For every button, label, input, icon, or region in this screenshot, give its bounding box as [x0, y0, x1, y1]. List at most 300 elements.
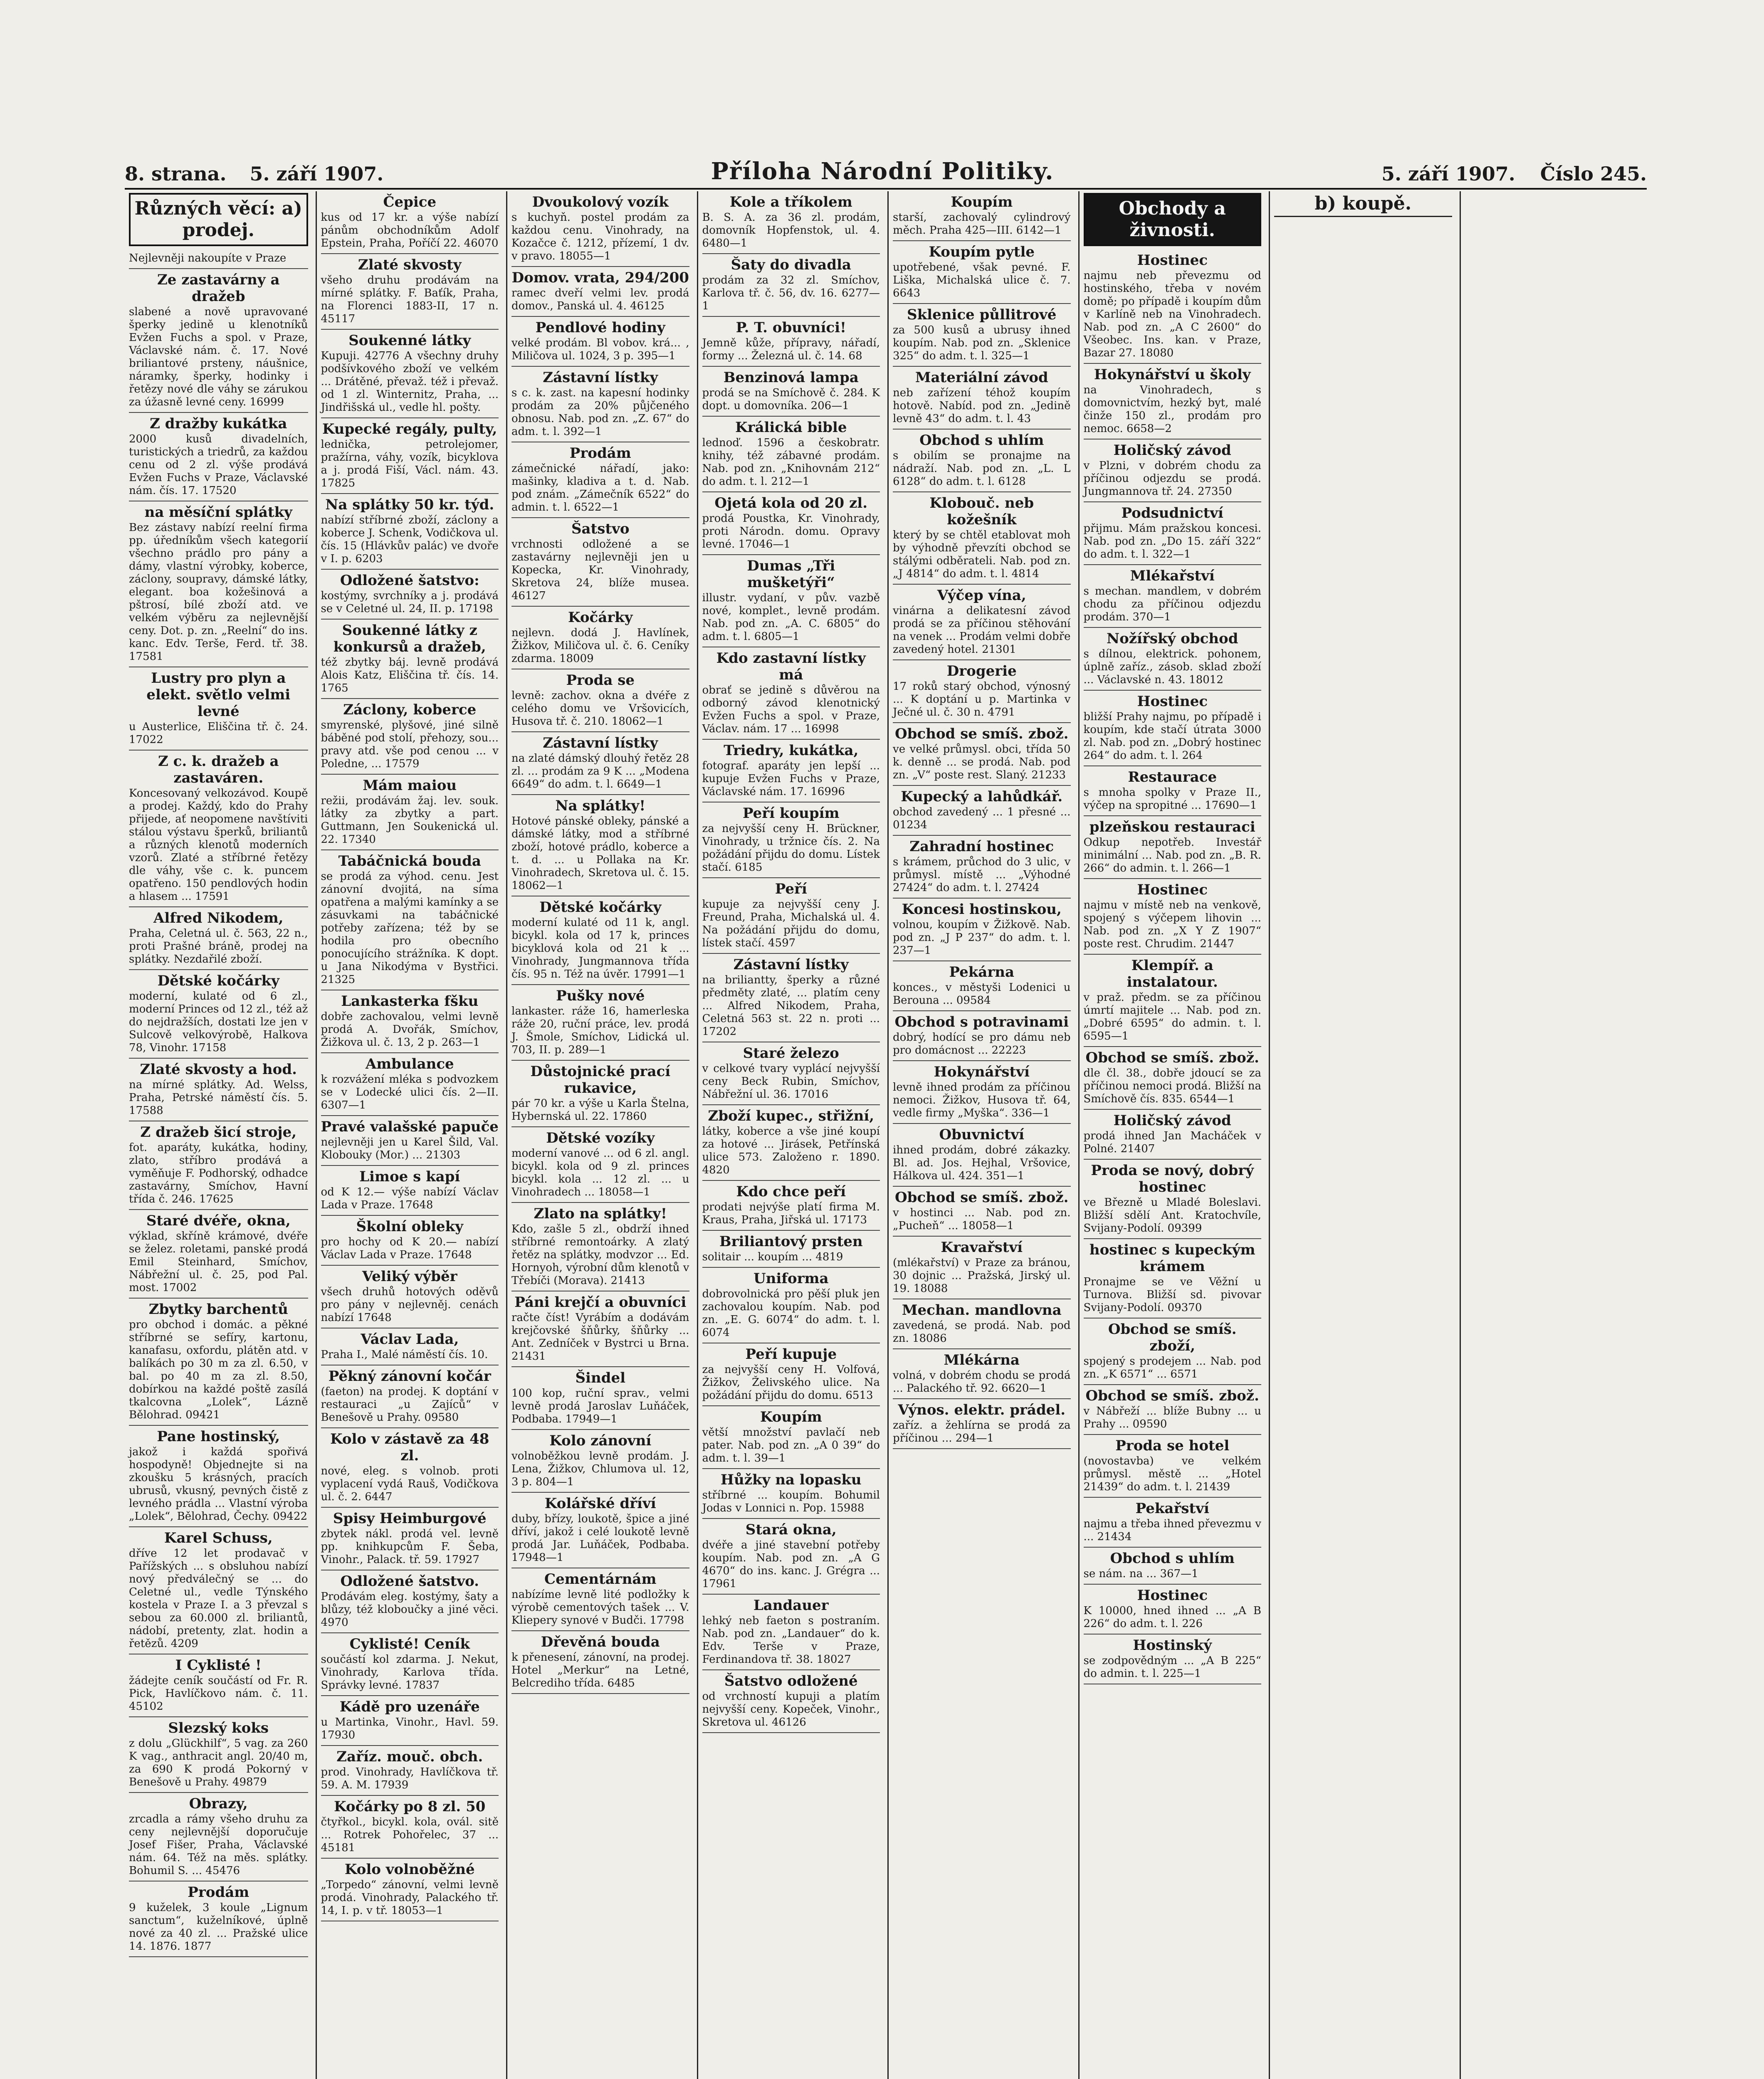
obchody-section-title: Obchody a živnosti. — [1084, 193, 1262, 246]
ad-heading: Z c. k. dražeb a zastaváren. — [158, 753, 279, 786]
classified-ad — [129, 413, 308, 501]
classified-ad — [321, 990, 499, 1053]
ad-body: se zodpovědným ... „A B 225“ do admin. t. l. 225—1 — [1083, 1654, 1261, 1680]
ad-heading: Pekařství — [1135, 1500, 1209, 1517]
classified-ad — [893, 585, 1071, 660]
ad-body: ve velké průmysl. obci, třída 50 k. denně ... se prodá. Nab. pod zn. „V“ poste rest. Slaný. 21233 — [893, 743, 1071, 781]
ad-heading: hostinec s kupeckým krámem — [1089, 1242, 1255, 1275]
ad-body: B. S. A. za 36 zl. prodám, domovník Hopfenstok, ul. 4. 6480—1 — [702, 211, 880, 249]
ad-body: dobrý, hodící se pro dámu neb pro domácnost ... 22223 — [893, 1031, 1071, 1057]
classified-ad — [1084, 766, 1262, 816]
classified-ad — [511, 1430, 689, 1493]
ad-heading: Zaříz. mouč. obch. — [336, 1748, 483, 1765]
ad-heading: Ze zastavárny a dražeb — [157, 272, 280, 305]
ad-heading: Peří kupuje — [745, 1346, 837, 1363]
classified-ad — [702, 1181, 880, 1231]
ad-heading: na měsíční splátky — [144, 504, 292, 521]
ad-heading: Školní obleky — [356, 1218, 463, 1235]
classified-ad — [511, 518, 689, 607]
ad-heading: Hostinec — [1137, 693, 1208, 710]
classified-ad — [1084, 249, 1262, 364]
ad-heading: Obchod se smíš. zbož. — [1085, 1388, 1259, 1404]
ad-body: nabízíme levně lité podložky k výrobě cementových tašek ... V. Kliepery synové v Budči. 17798 — [511, 1588, 689, 1627]
classified-ad — [893, 191, 1071, 241]
ad-heading: Koupím — [951, 194, 1013, 210]
ad-body: v hostinci ... Nab. pod zn. „Pucheň“ ... 18058—1 — [893, 1207, 1071, 1232]
ad-body: pro hochy od K 20.— nabízí Václav Lada v Praze. 17648 — [321, 1236, 499, 1261]
ad-heading: Z dražby kukátka — [150, 415, 287, 432]
ad-heading: Kupecký a lahůdkář. — [901, 788, 1063, 805]
ad-heading: Kočárky — [568, 609, 633, 626]
classified-ad — [321, 1053, 499, 1116]
classified-ad — [129, 1059, 308, 1121]
ad-body: slabené a nově upravované šperky jedině u klenotníků Evžen Fuchs a spol. v Praze, Václavské nám. č. 17. Nové briliantové prsteny, náušnice, náramky, šperky, hodinky i řetězy nové dle váhy se zárukou za úžasně levné ceny. 16999 — [129, 306, 308, 408]
classified-ad — [893, 430, 1071, 492]
ad-heading: plzeňskou restauraci — [1089, 819, 1255, 835]
ad-heading: Dětské kočárky — [157, 973, 279, 989]
classified-ad — [702, 1268, 880, 1343]
ad-body: lednoď. 1596 a českobratr. knihy, též zábavné prodám. Nab. pod zn. „Knihovnám 212“ do adm. t. l. 212—1 — [702, 437, 880, 488]
ad-body: na briliantty, šperky a různé předměty zlaté, ... platím ceny ... Alfred Nikodem, Praha, Celetná 563 st. 22 n. proti ... 17202 — [702, 974, 880, 1038]
ad-heading: Zlato na splátky! — [534, 1205, 667, 1222]
ad-body: smyrenské, plyšové, jiné silně báběné pod stolí, přehozy, sou... pravy atd. vše pod cenou ... v Poledne, ... 17579 — [321, 719, 499, 770]
ad-heading: I Cyklisté ! — [175, 1657, 262, 1674]
ad-heading: Staré železo — [743, 1045, 839, 1062]
ad-heading: Dvoukolový vozík — [532, 194, 669, 210]
ad-body: též zbytky báj. levně prodává Alois Katz, Eliščina tř. čís. 14. 1765 — [321, 656, 499, 694]
ad-heading: Peří koupím — [742, 805, 840, 822]
classified-ad — [321, 1859, 499, 1921]
classified-ad — [511, 442, 689, 518]
classified-ad — [129, 667, 308, 751]
ad-heading: Cementárnám — [544, 1571, 657, 1588]
classified-ad — [129, 1717, 308, 1793]
ad-heading: Výnos. elektr. prádel. — [898, 1402, 1066, 1418]
classified-ad — [1084, 1239, 1262, 1319]
ad-heading: Prodám — [188, 1884, 250, 1901]
classified-ad — [511, 607, 689, 669]
ad-heading: Staré dvéře, okna, — [146, 1212, 291, 1229]
classified-ad — [893, 1011, 1071, 1061]
ad-body: (novostavba) ve velkém průmysl. městě ... „Hotel 21439“ do adm. t. l. 21439 — [1083, 1455, 1261, 1493]
classified-ad — [321, 1266, 499, 1328]
ad-body: nejlevn. dodá J. Havlínek, Žižkov, Miličova ul. č. 6. Ceníky zdarma. 18009 — [511, 627, 689, 665]
ad-body: přijmu. Mám pražskou koncesi. Nab. pod zn. „Do 15. září 322“ do adm. t. l. 322—1 — [1083, 522, 1261, 560]
header-left — [125, 163, 383, 185]
ad-body: fot. aparáty, kukátka, hodiny, zlato, stříbro prodává a vyměňuje F. Podhorský, odhadce zastavárny, Smíchov, Havní třída č. 246. 17625 — [129, 1141, 308, 1205]
ad-heading: Alfred Nikodem, — [153, 910, 284, 926]
ad-heading: Pravé valašské papuče — [321, 1119, 499, 1135]
ad-heading: Slezský koks — [168, 1720, 269, 1736]
ad-body: najmu neb převezmu od hostinského, třeba v novém domě; po případě i koupím dům v Karlíně neb na Vinohradech. Nab. pod zn. „A C 2600“ do Všeobec. Ins. kan. v Praze, Bazar 27. 18080 — [1083, 269, 1261, 359]
classified-ad — [129, 1881, 308, 1957]
classified-ad — [511, 985, 689, 1061]
ad-heading: Soukenné látky z konkursů a dražeb, — [333, 622, 486, 655]
ad-body: dle čl. 38., dobře jdoucí se za příčinou nemoci prodá. Bližší na Smíchově čís. 835. 6544—1 — [1083, 1067, 1261, 1105]
ad-heading: Landauer — [753, 1597, 829, 1614]
classified-ad — [893, 660, 1071, 723]
ad-heading: Zbytky barchentů — [148, 1301, 288, 1318]
classified-ad — [1084, 1585, 1262, 1635]
column-2 — [316, 191, 503, 2079]
ad-body: v celkové tvary vyplácí nejvyšší ceny Beck Rubin, Smíchov, Nábřežní ul. 36. 17016 — [702, 1062, 880, 1101]
classified-ad — [893, 1349, 1071, 1399]
ad-heading: Kole a tříkolem — [729, 194, 852, 210]
ad-heading: Zlaté skvosty a hod. — [140, 1061, 297, 1078]
ad-body: látky, koberce a vše jiné koupí za hotové ... Jirásek, Petřínská ulice 573. Založeno r. 1890. 4820 — [702, 1125, 880, 1176]
classified-ad — [129, 501, 308, 667]
ad-body: nabízí stříbrné zboží, záclony a koberce J. Schenk, Vodičkova ul. čís. 15 (Hlávkův palác) ve dvoře v I. p. 6203 — [321, 514, 499, 565]
ad-heading: P. T. obuvníci! — [736, 319, 846, 336]
ad-body: s c. k. zast. na kapesní hodinky prodám za 20% půjčeného obnosu. Nab. pod zn. „Z. 67“ do adm. t. l. 392—1 — [511, 387, 689, 438]
ad-body: dobrovolnická pro pěší pluk jen zachovalou koupím. Nab. pod zn. „E. G. 6074“ do adm. t. l. 6074 — [702, 1288, 880, 1339]
column-7 — [1269, 191, 1456, 2079]
ad-body: s mechan. mandlem, v dobrém chodu za příčinou odjezdu prodám. 370—1 — [1083, 585, 1261, 623]
classified-ad — [129, 1121, 308, 1210]
ad-heading: Obchod se smíš. zbož. — [895, 726, 1069, 742]
classified-ad — [1084, 364, 1262, 440]
classified-ad — [702, 317, 880, 367]
ad-body: za 500 kusů a ubrusy ihned koupím. Nab. pod zn. „Sklenice 325“ do adm. t. l. 325—1 — [893, 324, 1071, 362]
classified-ad — [321, 775, 499, 850]
ad-body: Pronajme se ve Věžní u Turnova. Bližší sd. pivovar Svijany-Podolí. 09370 — [1083, 1276, 1261, 1314]
ad-heading: Kolo zánovní — [549, 1432, 652, 1449]
ad-body: s dílnou, elektrick. pohonem, úplně zaříz., zásob. sklad zboží ... Václavské n. 43. 18012 — [1083, 648, 1261, 686]
classified-ad — [1084, 1319, 1262, 1385]
ad-body: s obilím se pronajme na nádraží. Nab. pod zn. „L. L 6128“ do adm. t. l. 6128 — [893, 449, 1071, 488]
ad-body: 17 roků starý obchod, výnosný ... K doptání u p. Martinka v Ječné ul. č. 30 n. 4791 — [893, 680, 1071, 719]
ad-body: s mnoha spolky v Praze II., výčep na spropitné ... 17690—1 — [1083, 786, 1261, 812]
column-8 — [1460, 191, 1647, 2079]
classified-ad — [702, 417, 880, 492]
ad-heading: Stará okna, — [745, 1521, 837, 1538]
classified-ad — [702, 1469, 880, 1519]
ad-body: vrchnosti odložené a se zastavárny nejlevněji jen u Kopecka, Kr. Vinohrady, Skretova 24, blíže musea. 46127 — [511, 538, 689, 602]
ad-heading: Ojetá kola od 20 zl. — [714, 495, 868, 511]
ad-heading: Páni krejčí a obuvníci — [514, 1294, 687, 1311]
ad-body: lednička, petrolejomer, pražírna, váhy, vozík, bicyklova a j. prodá Fiší, Václ. nám. 43. 17825 — [321, 438, 499, 489]
ad-body: za nejvyšší ceny H. Volfová, Žižkov, Želivského ulice. Na požádání přijdu do domu. 6513 — [702, 1363, 880, 1402]
classified-ad — [893, 1061, 1071, 1124]
ad-heading: Limoe s kapí — [359, 1168, 460, 1185]
classified-ad — [511, 1061, 689, 1127]
ad-heading: Obchod s uhlím — [919, 432, 1044, 449]
ad-heading: Pendlové hodiny — [535, 319, 665, 336]
ad-body: zaříz. a žehlírna se prodá za příčinou ... 294—1 — [893, 1419, 1071, 1444]
ad-heading: Veliký výběr — [362, 1268, 457, 1285]
ad-body: za nejvyšší ceny H. Brückner, Vinohrady, u tržnice čís. 2. Na požádání přijdu do domu. Lístek stačí. 6185 — [702, 822, 880, 874]
ad-heading: Proda se — [566, 672, 635, 689]
classified-ad — [702, 740, 880, 802]
classified-ad — [702, 1105, 880, 1181]
ad-body: spojený s prodejem ... Nab. pod zn. „K 6571“ ... 6571 — [1083, 1355, 1261, 1380]
ad-heading: Materiální závod — [915, 369, 1048, 386]
classified-ad — [511, 317, 689, 367]
ad-body: solitair ... koupím ... 4819 — [702, 1251, 843, 1263]
ad-heading: Lankasterka fšku — [341, 993, 479, 1010]
ad-body: u Austerlice, Eliščina tř. č. 24. 17022 — [129, 721, 308, 746]
ad-body: pro obchod i domác. a pěkné stříbrné se sefíry, kartonu, kanafasu, oxfordu, plátěn atd. v balíkách po 30 m za zl. 6.50, v bal. po 40 m za zl. 8.50, dobírkou na každé poště zasílá tkalcovna „Lolek“, Lázně Bělohrad. 09421 — [129, 1319, 308, 1421]
ad-heading: Mám maiou — [363, 777, 457, 794]
classified-ad — [893, 786, 1071, 836]
page-header — [125, 156, 1647, 185]
ad-body: levně: zachov. okna a dvéře z celého domu ve Vršovicích, Husova tř. č. 210. 18062—1 — [511, 689, 689, 728]
classified-ad — [511, 267, 689, 317]
classified-ad — [1084, 691, 1262, 766]
ad-body: „Torpedo“ zánovní, velmi levně prodá. Vinohrady, Palackého tř. 14, I. p. v tř. 18053—1 — [321, 1879, 499, 1917]
page-number: 8. strana. — [125, 163, 227, 185]
header-rule — [125, 188, 1647, 190]
column-1 — [125, 191, 312, 2079]
ad-body: volnou, koupím v Žižkově. Nab. pod zn. „J P 237“ do adm. t. l. 237—1 — [893, 919, 1071, 957]
classified-ad — [129, 1654, 308, 1717]
classified-ad — [321, 1216, 499, 1266]
ad-body: v praž. předm. se za příčinou úmrtí majitele ... Nab. pod zn. „Dobré 6595“ do admin. t. l. 6595—1 — [1083, 991, 1261, 1042]
classified-ad — [321, 850, 499, 990]
classified-ad — [893, 899, 1071, 961]
classified-ad — [702, 802, 880, 878]
ad-body: Koncesovaný velkozávod. Koupě a prodej. Každý, kdo do Prahy přijede, ať neopomene navštíviti stálou výstavu šperků, briliantů a různých klenotů moderních vzorů. Zlaté a stříbrné řetězy dle váhy, vše c. k. puncem opatřeno. 150 pendlových hodin a hlasem ... 17591 — [129, 787, 308, 903]
ad-heading: Zástavní lístky — [733, 956, 849, 973]
ad-body: ramec dveří velmi lev. prodá domov., Panská ul. 4. 46125 — [511, 287, 689, 312]
ad-body: volná, v dobrém chodu se prodá ... Palackého tř. 92. 6620—1 — [893, 1369, 1071, 1395]
ad-heading: Cyklisté! Ceník — [349, 1636, 470, 1652]
ad-body: zrcadla a rámy všeho druhu za ceny nejlevnější doporučuje Josef Fišer, Praha, Václavské nám. 64. Též na měs. splátky. Bohumil S. ... 45476 — [129, 1813, 308, 1877]
ad-body: prodám za 32 zl. Smíchov, Karlova tř. č. 56, dv. 16. 6277—1 — [702, 274, 880, 312]
ad-body: 100 kop, ruční sprav., velmi levně prodá Jaroslav Luňáček, Podbaba. 17949—1 — [511, 1387, 689, 1425]
ad-body: kus od 17 kr. a výše nabízí pánům obchodníkům Adolf Epstein, Praha, Poříčí 22. 46070 — [321, 211, 499, 249]
ad-body: všech druhů hotových oděvů pro pány v nejlevněj. cenách nabízí 17648 — [321, 1286, 499, 1324]
ad-body: najmu v místě neb na venkově, spojený s výčepem lihovin ... Nab. pod zn. „X Y Z 1907“ poste rest. Chrudim. 21447 — [1083, 899, 1261, 950]
ad-body: fotograf. aparáty jen lepší ... kupuje Evžen Fuchs v Praze, Václavské nám. 17. 16996 — [702, 760, 880, 798]
ad-heading: Václav Lada, — [361, 1331, 459, 1348]
ad-body: na mírné splátky. Ad. Welss, Praha, Petrské náměstí čís. 5. 17588 — [129, 1079, 308, 1117]
ad-heading: Šatstvo — [571, 521, 630, 537]
classified-ad — [702, 1231, 880, 1268]
ad-body: 2000 kusů divadelních, turistických a triedrů, za každou cenu od 2 zl. výše prodává Evžen Fuchs v Praze, Václavské nám. čís. 17. 17520 — [129, 433, 308, 497]
classified-ad — [321, 1796, 499, 1859]
ad-body: moderní, kulaté od 6 zl., moderní Princes od 12 zl., též až do nejdražších, dostati lze jen v Sulcově velkovýrobě, Halkova 78, Vinohr. 17158 — [129, 990, 308, 1054]
ad-body: prodá se na Smíchově č. 284. K dopt. u domovníka. 206—1 — [702, 387, 880, 412]
ad-heading: Králická bible — [735, 419, 847, 436]
ad-body: obchod zavedený ... 1 přesné ... 01234 — [893, 806, 1071, 831]
ad-body: zavedená, se prodá. Nab. pod zn. 18086 — [893, 1319, 1071, 1345]
classified-ad — [1084, 1635, 1262, 1684]
ad-body: u Martinka, Vinohr., Havl. 59. 17930 — [321, 1716, 499, 1741]
classified-ad — [321, 1570, 499, 1633]
ad-body: levně ihned prodám za příčinou nemoci. Žižkov, Husova tř. 64, vedle firmy „Myška“. 336—1 — [893, 1081, 1071, 1119]
classified-ad — [511, 1203, 689, 1291]
ad-body: moderní kulaté od 11 k, angl. bicykl. kola od 17 k, princes bicyklová kola od 21 k ... Vinohrady, Jungmannova třída čís. 95 n. Též na úvěr. 17991—1 — [511, 916, 689, 980]
ad-body: ve Březně u Mladé Boleslavi. Bližší sdělí Ant. Kratochvíle, Svijany-Podolí. 09399 — [1083, 1196, 1261, 1235]
ad-heading: Klempíř. a instalatour. — [1127, 957, 1218, 990]
classified-ad — [321, 699, 499, 775]
ad-heading: Čepice — [383, 194, 437, 210]
classified-ad — [1084, 879, 1262, 955]
ad-heading: Kdo chce peří — [736, 1183, 846, 1200]
classified-ad — [702, 555, 880, 647]
ad-body: nejlevněji jen u Karel Šild, Val. Klobouky (Mor.) ... 21303 — [321, 1136, 499, 1161]
ad-body: Praha, Celetná ul. č. 563, 22 n., proti Prašné bráně, prodej na splátky. Nezdařilé zboží. — [129, 927, 308, 965]
classified-ad — [129, 970, 308, 1059]
classified-ad — [702, 1595, 880, 1670]
ad-heading: Holičský závod — [1113, 1112, 1231, 1129]
ad-heading: Proda se nový, dobrý hostinec — [1091, 1162, 1254, 1195]
ad-body: stříbrné ... koupím. Bohumil Jodas v Lonnici n. Pop. 15988 — [702, 1489, 880, 1514]
classified-ad — [511, 669, 689, 732]
ad-heading: Drogerie — [946, 663, 1017, 679]
classified-ad — [321, 1365, 499, 1428]
ad-body: dobře zachovalou, velmi levně prodá A. Dvořák, Smíchov, Žižkova ul. č. 13, 2 p. 263—1 — [321, 1010, 499, 1049]
ad-body: 9 kuželek, 3 koule „Lignum sanctum“, kuželníkové, úplně nové za 40 zl. ... Pražské ulice 14. 1876. 1877 — [129, 1901, 308, 1953]
ad-body: s kuchyň. postel prodám za každou cenu. Vinohrady, na Kozačce č. 1212, přízemí, 1 dv. v pravo. 18055—1 — [511, 211, 689, 262]
classified-ad — [129, 249, 308, 269]
ad-body: s krámem, průchod do 3 ulic, v průmysl. místě ... „Výhodné 27424“ do adm. t. l. 27424 — [893, 856, 1071, 894]
ad-heading: Sklenice půllitrové — [907, 306, 1057, 323]
ad-heading: Koupím pytle — [929, 244, 1035, 260]
classified-ad — [321, 1116, 499, 1166]
ad-heading: Peří — [775, 881, 807, 897]
ad-body: račte číst! Vyrábím a dodávám krejčovské šňůrky, šňůrky ... Ant. Zedníček v Bystrci u Brna. 21431 — [511, 1311, 689, 1363]
classified-ad — [129, 1426, 308, 1527]
classified-ad — [511, 1493, 689, 1568]
classified-ad — [702, 878, 880, 954]
ad-heading: Lustry pro plyn a elekt. světlo velmi levné — [146, 670, 291, 720]
ad-heading: Na splátky! — [555, 798, 646, 814]
ad-body: upotřebené, však pevné. F. Liška, Michalská ulice č. 7. 6643 — [893, 261, 1071, 299]
ad-heading: Šaty do divadla — [731, 257, 851, 273]
ad-body: duby, břízy, loukotě, špice a jiné dříví, jakož i celé loukotě levně prodá Jar. Luňáček, Podbaba. 17948—1 — [511, 1513, 689, 1564]
ad-body: k přenesení, zánovní, na prodej. Hotel „Merkur“ na Letné, Belcrediho třída. 6485 — [511, 1651, 689, 1689]
ad-heading: Obchod se smíš. zbož. — [895, 1189, 1069, 1206]
ad-heading: Na splátky 50 kr. týd. — [325, 496, 494, 513]
classified-ad — [321, 191, 499, 254]
ad-heading: Karel Schuss, — [164, 1530, 273, 1546]
ad-heading: Obchod se smíš. zboží, — [1108, 1321, 1237, 1354]
ad-body: Prodávám eleg. kostýmy, šaty a blůzy, též kloboučky a jiné věci. 4970 — [321, 1590, 499, 1629]
classified-ad — [511, 1127, 689, 1203]
ad-heading: Hokynářství u školy — [1094, 366, 1251, 383]
ad-heading: Zboží kupec., střižní, — [708, 1108, 875, 1124]
ad-heading: Kolo volnoběžné — [344, 1861, 475, 1878]
issue-number: Číslo 245. — [1540, 163, 1647, 185]
ad-body: prodati nejvýše platí firma M. Kraus, Praha, Jiřská ul. 17173 — [702, 1201, 880, 1226]
ad-heading: Nožířský obchod — [1106, 630, 1238, 647]
ad-heading: Tabáčnická bouda — [338, 853, 481, 869]
classified-ad — [129, 1527, 308, 1654]
ad-body: zámečnické nářadí, jako: mašinky, kladiva a t. d. Nab. pod znám. „Zámečník 6522“ do admin. t. l. 6522—1 — [511, 462, 689, 514]
classified-ad — [1084, 1160, 1262, 1239]
ad-body: na Vinohradech, s domovnictvím, hezký byt, malé činže 150 zl., prodám pro nemoc. 6658—2 — [1083, 384, 1261, 435]
ad-heading: Odložené šatstvo. — [340, 1573, 479, 1590]
ad-body: větší množství pavlačí neb pater. Nab. pod zn. „A 0 39“ do adm. t. l. 39—1 — [702, 1426, 880, 1464]
ad-body: najmu a třeba ihned převezmu v ... 21434 — [1083, 1518, 1261, 1543]
ad-heading: Hostinec — [1137, 1587, 1208, 1604]
ad-body: výklad, skříně krámové, dvéře se želez. roletami, panské prodá Emil Steinhard, Smíchov, Nábřežní ul. č. 25, pod Pal. most. 17002 — [129, 1230, 308, 1294]
classified-ad — [1084, 628, 1262, 691]
classified-ad — [321, 1696, 499, 1746]
ad-body: konces., v městyši Lodenici u Berouna ... 09584 — [893, 981, 1071, 1007]
classified-ad — [321, 1328, 499, 1365]
ad-heading: Pane hostinský, — [157, 1428, 280, 1445]
ad-heading: Kočárky po 8 zl. 50 — [334, 1798, 486, 1815]
classified-ad — [511, 1367, 689, 1430]
ad-heading: Restaurace — [1128, 769, 1217, 785]
ad-body: z dolu „Glückhilf“, 5 vag. za 260 K vag., anthracit angl. 20/40 m, za 690 K prodá Pokorný v Benešově u Prahy. 49879 — [129, 1737, 308, 1788]
classified-ad — [321, 418, 499, 494]
ad-body: Odkup nepotřeb. Investář minimální ... Nab. pod zn. „B. R. 266“ do admin. t. l. 266—1 — [1083, 836, 1261, 874]
classified-ad — [1084, 565, 1262, 628]
ad-heading: Výčep vína, — [937, 587, 1026, 604]
classified-ad — [702, 1042, 880, 1105]
ad-body: od K 12.— výše nabízí Václav Lada v Praze. 17648 — [321, 1186, 499, 1211]
ad-body: čtyřkol., bicykl. kola, ovál. sitě ... Rotrek Pohořelec, 37 ... 45181 — [321, 1816, 499, 1854]
ad-heading: Šatstvo odložené — [724, 1673, 858, 1689]
ad-heading: Dřevěná bouda — [541, 1634, 660, 1650]
ad-body: v Plzni, v dobrém chodu za příčinou odjezdu se prodá. Jungmannova tř. 24. 27350 — [1083, 459, 1261, 498]
column-6 — [1078, 191, 1266, 2079]
ad-body: Kupuji. 42776 A všechny druhy podšívkového zboží ve velkém ... Drátěné, převaž. též i převaž. od 1 zl. Winternitz, Praha, ... Jindřišská ul., vedle hl. pošty. — [321, 350, 499, 414]
ad-heading: Prodám — [569, 445, 631, 462]
classified-ad — [1084, 1047, 1262, 1110]
ad-heading: Zahradní hostinec — [909, 838, 1054, 855]
classified-ad — [511, 1568, 689, 1631]
classified-ad — [893, 1124, 1071, 1187]
classified-ad — [702, 492, 880, 555]
ad-heading: Obuvnictví — [939, 1126, 1025, 1143]
classified-ad — [511, 732, 689, 795]
classified-ad — [702, 1670, 880, 1733]
classified-ad — [893, 1299, 1071, 1349]
classified-ad — [1084, 816, 1262, 879]
ad-heading: Koupím — [760, 1409, 822, 1425]
ad-heading: Hokynářství — [934, 1064, 1030, 1080]
ad-body: pár 70 kr. a výše u Karla Štelna, Hybernská ul. 22. 17860 — [511, 1097, 689, 1123]
classified-ad — [1084, 502, 1262, 565]
ad-heading: Proda se hotel — [1115, 1437, 1230, 1454]
classified-ad — [511, 367, 689, 442]
ad-heading: Benzinová lampa — [723, 369, 859, 386]
classified-ad — [321, 1508, 499, 1570]
ad-heading: Soukenné látky — [348, 332, 471, 349]
classified-ad — [321, 1633, 499, 1696]
ad-body: jakož i každá spořivá hospodyně! Objednejte si na zkoušku 5 krásných, pracích ubrusů, vkusný, pevných čistě z levného prádla ... Vlastní výroba „Lolek“, Bělohrad, Čechy. 09422 — [129, 1446, 308, 1523]
classified-ad — [702, 1406, 880, 1469]
ad-body: prod. Vinohrady, Havlíčkova tř. 59. A. M. 17939 — [321, 1766, 499, 1791]
classified-ad — [511, 795, 689, 896]
classified-ad — [893, 723, 1071, 786]
ad-body: moderní vanové ... od 6 zl. angl. bicykl. kola od 9 zl. princes bicykl. kola ... 12 zl. ... u Vinohradech ... 18058—1 — [511, 1147, 689, 1198]
ad-body: Praha I., Malé náměstí čís. 10. — [321, 1348, 488, 1361]
ad-heading: Holičský závod — [1113, 442, 1231, 459]
ad-body: starší, zachovalý cylindrový měch. Praha 425—III. 6142—1 — [893, 211, 1071, 237]
ad-heading: Z dražeb šicí stroje, — [140, 1124, 297, 1141]
ad-body: Jemně kůže, přípravy, nářadí, formy ... Železná ul. č. 14. 68 — [702, 337, 880, 362]
classified-ad — [129, 907, 308, 970]
classified-ad — [1084, 1548, 1262, 1585]
ad-heading: Mechan. mandlovna — [902, 1302, 1062, 1319]
classified-ad — [129, 1299, 308, 1426]
ad-heading: Záclony, koberce — [343, 701, 477, 718]
classified-ad — [893, 304, 1071, 367]
ad-body: prodá ihned Jan Macháček v Polné. 21407 — [1083, 1130, 1261, 1155]
classified-ad — [1084, 440, 1262, 502]
classified-ad — [321, 254, 499, 330]
classified-ad — [702, 1343, 880, 1406]
ad-heading: Podsudnictví — [1121, 505, 1223, 521]
classified-ad — [511, 1631, 689, 1694]
classified-ad — [321, 1428, 499, 1508]
